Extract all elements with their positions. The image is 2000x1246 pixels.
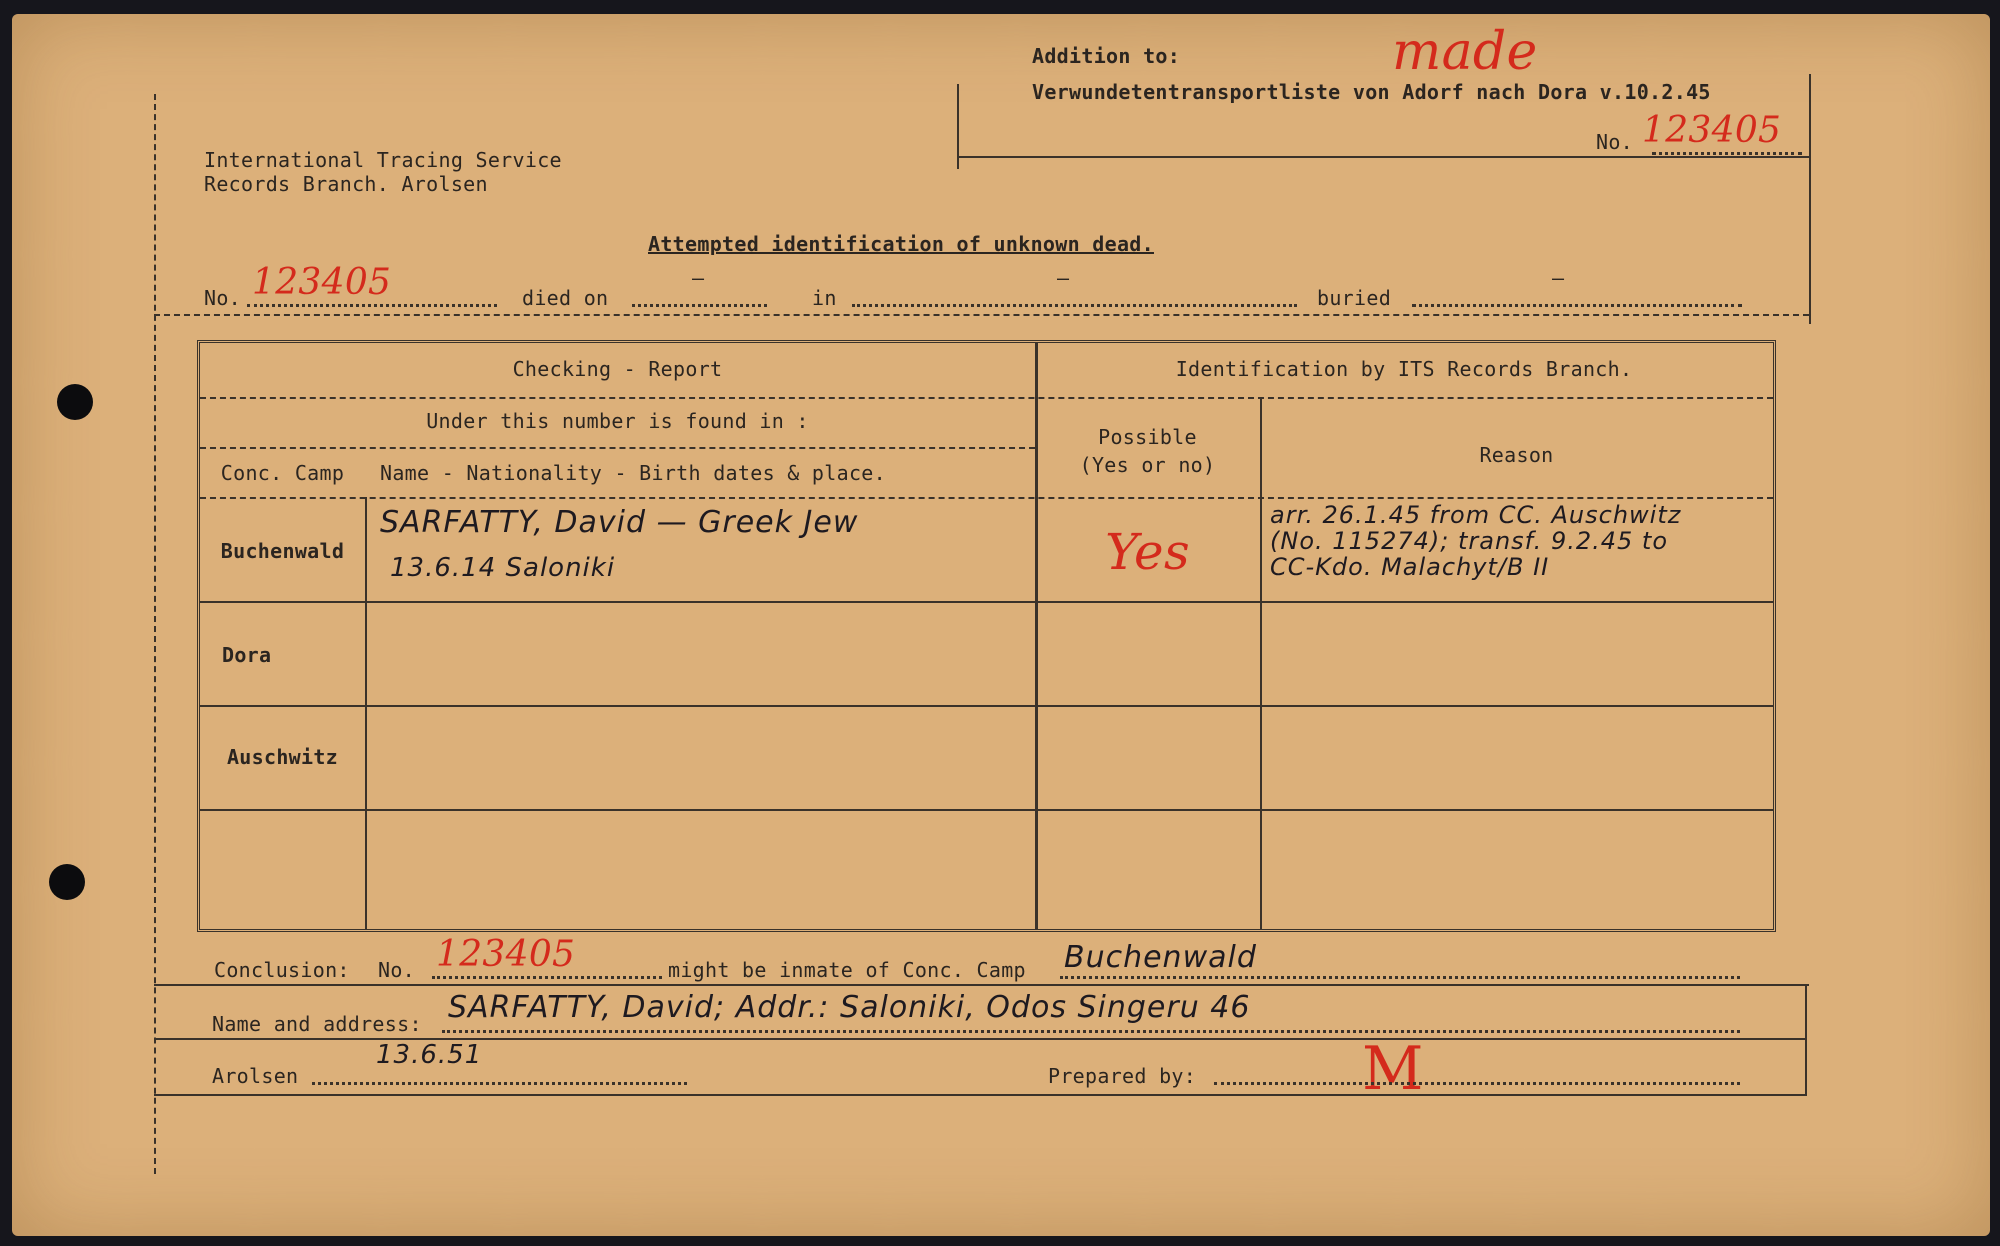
date-value: 13.6.51 <box>376 1040 483 1070</box>
in-value: — <box>1057 266 1070 290</box>
checking-table <box>197 340 1776 932</box>
conclusion-box-right <box>1805 984 1807 1096</box>
died-on-label: died on <box>522 286 609 310</box>
row-reason-line2: (No. 115274); transf. 9.2.45 to <box>1270 527 1668 555</box>
conclusion-no-label: No. <box>378 958 416 982</box>
col-possible-heading-2: (Yes or no) <box>1079 453 1216 477</box>
addition-note: made <box>1392 22 1538 82</box>
prepared-initial: M <box>1362 1034 1424 1104</box>
right-margin-line <box>1809 74 1811 324</box>
row-possible-yes: Yes <box>1105 523 1190 581</box>
conclusion-camp-dots <box>1060 976 1740 979</box>
col-possible-heading-1: Possible <box>1098 425 1197 449</box>
header-no-dots <box>1652 152 1802 155</box>
conclusion-no-value: 123405 <box>436 934 576 975</box>
row-rule-e <box>200 705 1773 707</box>
col-name-heading: Name - Nationality - Birth dates & place. <box>380 461 886 485</box>
header-no-value: 123405 <box>1642 110 1782 151</box>
punch-hole-bottom <box>49 864 85 900</box>
org-line-1: International Tracing Service <box>204 148 562 172</box>
index-card <box>12 14 1990 1236</box>
might-be-text: might be inmate of Conc. Camp <box>668 958 1026 982</box>
row-reason-line1: arr. 26.1.45 from CC. Auschwitz <box>1270 501 1682 529</box>
name-address-dots <box>442 1030 1740 1033</box>
prepared-dots <box>1214 1082 1740 1085</box>
form-title: Attempted identification of unknown dead. <box>648 232 1154 256</box>
left-margin-line <box>154 94 156 1174</box>
row-rule-c <box>200 497 1773 499</box>
col-reason-heading: Reason <box>1479 443 1554 467</box>
col-camp-heading: Conc. Camp <box>220 461 345 485</box>
row-camp-auschwitz: Auschwitz <box>226 745 339 769</box>
name-address-value: SARFATTY, David; Addr.: Saloniki, Odos Singeru 46 <box>448 990 1251 1025</box>
in-label: in <box>812 286 837 310</box>
conclusion-rule-1 <box>154 984 1809 986</box>
prepared-by-label: Prepared by: <box>1048 1064 1197 1088</box>
buried-dots <box>1412 304 1742 307</box>
conclusion-rule-3 <box>154 1094 1807 1096</box>
org-line-2: Records Branch. Arolsen <box>204 172 488 196</box>
conclusion-camp-value: Buchenwald <box>1064 940 1257 975</box>
addition-label: Addition to: <box>1032 44 1181 68</box>
col-rule-3 <box>1260 397 1262 929</box>
died-on-dots <box>632 304 767 307</box>
date-dots <box>312 1082 687 1085</box>
row-camp-dora: Dora <box>222 643 272 667</box>
record-no-dots <box>247 304 497 307</box>
record-line-rule <box>154 314 1809 316</box>
place-label: Arolsen <box>212 1064 299 1088</box>
checking-report-heading: Checking - Report <box>512 357 723 381</box>
header-box-bottom <box>957 156 1809 158</box>
died-on-value: — <box>692 266 705 290</box>
punch-hole-top <box>57 384 93 420</box>
conclusion-no-dots <box>432 976 662 979</box>
row-camp-buchenwald: Buchenwald <box>220 539 345 563</box>
row-name-line2: 13.6.14 Saloniki <box>390 553 616 583</box>
row-rule-f <box>200 809 1773 811</box>
col-rule-1 <box>365 497 367 929</box>
name-address-label: Name and address: <box>212 1012 422 1036</box>
row-rule-b <box>200 447 1035 449</box>
record-no-value: 123405 <box>252 262 392 303</box>
identification-heading: Identification by ITS Records Branch. <box>1175 357 1633 381</box>
buried-label: buried <box>1317 286 1392 310</box>
row-reason-line3: CC-Kdo. Malachyt/B II <box>1270 553 1550 581</box>
header-no-label: No. <box>1596 130 1634 154</box>
record-no-label: No. <box>204 286 242 310</box>
buried-value: — <box>1552 266 1565 290</box>
row-name-line1: SARFATTY, David — Greek Jew <box>380 505 859 540</box>
row-rule-d <box>200 601 1773 603</box>
row-rule-a <box>200 397 1773 399</box>
conclusion-label: Conclusion: <box>214 958 350 982</box>
under-number-heading: Under this number is found in : <box>426 409 809 433</box>
in-dots <box>852 304 1297 307</box>
list-title: Verwundetentransportliste von Adorf nach Dora v.10.2.45 <box>1032 80 1711 104</box>
